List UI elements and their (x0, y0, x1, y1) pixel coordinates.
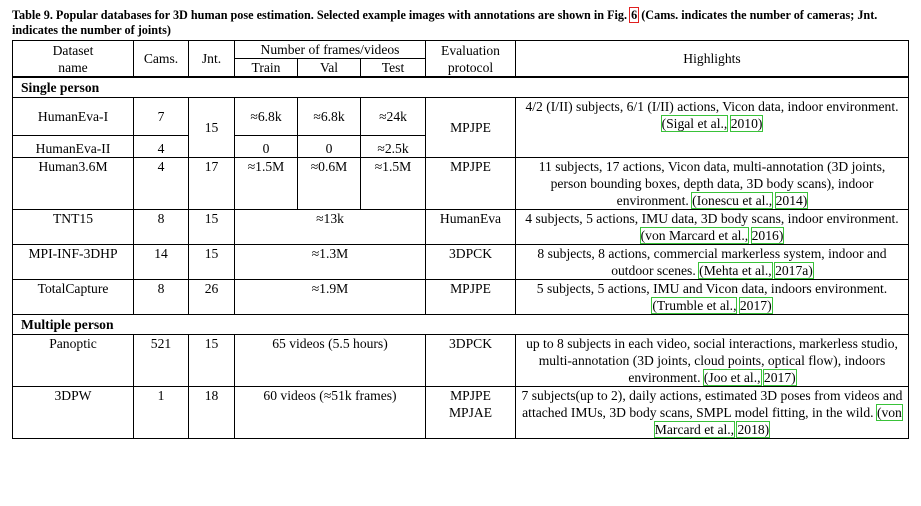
table-row: Human3.6M 4 17 ≈1.5M ≈0.6M ≈1.5M MPJPE 11 subjects, 17 actions, Vicon data, multi-annotation (3D joints, person bounding boxes, depth data, 3D body scans), indoor environment. (Ionescu et al., 2014) (13, 158, 909, 210)
citation-link[interactable]: (Trumble et al., (652, 298, 737, 313)
citation-year-link[interactable]: 2017) (739, 298, 772, 313)
table-row: 3DPW 1 18 60 videos (≈51k frames) MPJPE MPJAE 7 subjects(up to 2), daily actions, estimated 3D poses from videos and attached IMUs, 3D body scans, SMPL model fitting, in the wild. (von Marcard et al., 2018) (13, 387, 909, 439)
header-train: Train (235, 59, 298, 78)
header-test: Test (361, 59, 426, 78)
citation-link[interactable]: (Ionescu et al., (692, 193, 773, 208)
datasets-table (12, 40, 909, 439)
header-dataset: Dataset name (13, 41, 134, 78)
citation-link[interactable]: (von Marcard et al., (654, 405, 902, 437)
highlights-cell: 5 subjects, 5 actions, IMU and Vicon data, indoors environment. (Trumble et al., 2017) (516, 280, 909, 315)
highlights-cell: 4/2 (I/II) subjects, 6/1 (I/II) actions, Vicon data, indoor environment. (Sigal et al., 2010) (516, 98, 909, 158)
header-row-1 (13, 41, 909, 59)
highlights-cell: 8 subjects, 8 actions, commercial markerless system, indoor and outdoor scenes. (Mehta et al., 2017a) (516, 245, 909, 280)
caption-suffix: (Cams. indicates the number of cameras; Jnt. indicates the number of joints) (12, 8, 878, 37)
table-row: TotalCapture 8 26 ≈1.9M MPJPE 5 subjects, 5 actions, IMU and Vicon data, indoors environment. (Trumble et al., 2017) (13, 280, 909, 315)
highlights-cell: 4 subjects, 5 actions, IMU data, 3D body scans, indoor environment. (von Marcard et al., 2016) (516, 210, 909, 245)
caption-prefix: Table 9. Popular databases for 3D human pose estimation. Selected example images with annotations are shown in Fig. (12, 8, 628, 22)
header-cams: Cams. (134, 41, 189, 78)
section-multiple-person: Multiple person (13, 315, 909, 335)
highlights-cell: 7 subjects(up to 2), daily actions, estimated 3D poses from videos and attached IMUs, 3D body scans, SMPL model fitting, in the wild. (von Marcard et al., 2018) (516, 387, 909, 439)
citation-link[interactable]: (Joo et al., (703, 370, 761, 385)
header-highlights: Highlights (516, 41, 909, 78)
table-row: TNT15 8 15 ≈13k HumanEva 4 subjects, 5 actions, IMU data, 3D body scans, indoor environment. (von Marcard et al., 2016) (13, 210, 909, 245)
highlights-cell: up to 8 subjects in each video, social interactions, markerless studio, multi-annotation (3D joints, cloud points, optical flow), indoors environment. (Joo et al., 2017) (516, 335, 909, 387)
header-frames: Number of frames/videos (235, 41, 426, 59)
header-jnt: Jnt. (189, 41, 235, 78)
table-row: HumanEva-I 7 15 ≈6.8k ≈6.8k ≈24k MPJPE 4/2 (I/II) subjects, 6/1 (I/II) actions, Vicon data, indoor environment. (Sigal et al., 2010) (13, 98, 909, 136)
section-single-person: Single person (13, 77, 909, 98)
highlights-cell: 11 subjects, 17 actions, Vicon data, multi-annotation (3D joints, person bounding boxes, depth data, 3D body scans), indoor environment. (Ionescu et al., 2014) (516, 158, 909, 210)
citation-year-link[interactable]: 2017) (763, 370, 796, 385)
table-caption (12, 8, 912, 38)
citation-year-link[interactable]: 2016) (751, 228, 784, 243)
table-row: HumanEva-II 4 0 0 ≈2.5k (13, 136, 909, 158)
citation-year-link[interactable]: 2017a) (775, 263, 813, 278)
table-row: MPI-INF-3DHP 14 15 ≈1.3M 3DPCK 8 subjects, 8 actions, commercial markerless system, indoor and outdoor scenes. (Mehta et al., 2017a) (13, 245, 909, 280)
citation-link[interactable]: (Mehta et al., (699, 263, 772, 278)
protocol-cell: MPJPE MPJAE (426, 387, 516, 439)
citation-year-link[interactable]: 2014) (775, 193, 808, 208)
header-val: Val (298, 59, 361, 78)
figure-reference-link[interactable]: 6 (631, 8, 638, 22)
citation-year-link[interactable]: 2010) (730, 116, 763, 131)
header-evaluation: Evaluation protocol (426, 41, 516, 78)
table-row: Panoptic 521 15 65 videos (5.5 hours) 3DPCK up to 8 subjects in each video, social interactions, markerless studio, multi-annotation (3D joints, cloud points, optical flow), indoors environment. (Joo et al., 2017) (13, 335, 909, 387)
citation-link[interactable]: (Sigal et al., (661, 116, 728, 131)
citation-link[interactable]: (von Marcard et al., (640, 228, 749, 243)
citation-year-link[interactable]: 2018) (737, 422, 770, 437)
